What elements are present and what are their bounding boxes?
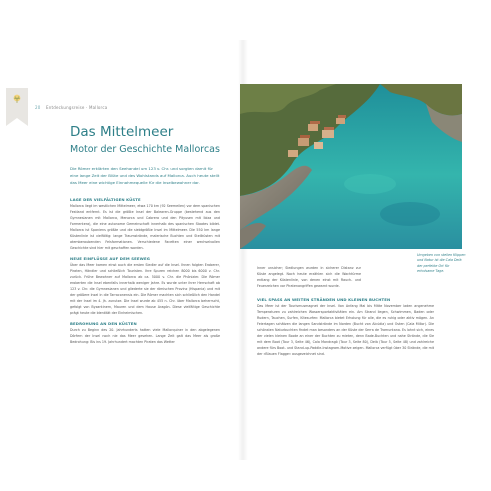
palm-tree-icon	[11, 94, 23, 104]
chapter-marker	[6, 88, 28, 118]
section-heading: LAGE DER VIELFÄLTIGEN KÜSTE	[70, 197, 141, 202]
section-heading: VIEL SPASS AN WEITEN STRÄNDEN UND KLEINEN BUCHTEN	[257, 297, 391, 302]
photo-caption: Umgeben von steilen Klippen und Natur ist die Cala Deià der perfekte Ort für erholsame Tage.	[417, 253, 466, 274]
page-title: Das Mittelmeer	[70, 124, 174, 140]
text-column-right-top	[257, 265, 361, 289]
running-head	[35, 105, 107, 110]
lead-paragraph: Die Römer erklärten den Seehandel um 123 v. Chr. und sorgten damit für eine lange Zeit der Blüte und des Wohlstands auf Mallorca. Auch heute stellt das Meer eine wichtige Einnahmequelle für die Inselbewohner dar.	[70, 166, 220, 185]
page-number: 20	[35, 105, 41, 110]
page-subtitle: Motor der Geschichte Mallorcas	[70, 144, 220, 155]
section-text: Mallorca liegt im westlichen Mittelmeer, etwa 170 km (92 Seemeilen) vor dem spanischen Festland entfernt. Es ist die größte Insel der Balearen-Gruppe (bestehend aus den Gymnesianen mit Mallorca, Menorca und Cabrera und den Pityusen mit Ibiza und Formentera), die eine autonome Gemeinschaft innerhalb des spanischen Staates bildet. Mallorca ist Spaniens größte und die siebtgrößte Insel im Mittelmeer. Die 550 km lange Küstenlinie ist vielfältig: lange Traumstrände, malerische Buchten und Steilküsten mit atemberaubenden Felsformationen. Verschiedene Facetten einer wechselvollen Geschichte sind hier mit geschaffen worden.	[70, 204, 220, 250]
coast-photo	[240, 84, 462, 249]
section-heading: BEDROHUNG AN DEN KÜSTEN	[70, 321, 137, 326]
continued-text: Inner unsicher; Siedlungen wurden in sicherer Distanz zur Küste angelegt. Noch heute erzählen sich die Wachtürme entlang der Küstenlinie, von denen einst mit Rauch- und Feuerzeichen vor Piratenangriffen gewarnt wurde.	[257, 266, 361, 288]
text-column-left	[70, 197, 220, 345]
running-head-text: Entdeckungsreise · Mallorca	[45, 105, 108, 110]
section-heading: NEUE EINFLÜSSE AUF DEM SEEWEG	[70, 256, 150, 261]
section-text: Über das Meer kamen einst auch die ersten Siedler auf die Insel. Ihnen folgten Eroberer, Piraten, Händler und schließlich Touristen. Ihre Spuren reichen 8000 bis 6000 v. Chr. zurück. Frühe Bewohner auf Mallorca ab ca. 5000 v. Chr. die Phönizier. Die Römer eroberten die Insel ebenfalls innerhalb weniger Jahre. Es wurde unter ihrer Herrschaft ab 123 v. Chr. die Gymnesianen und gliederte sie der römischen Provinz (Hispania) und mit der größere Insel in die Tarraconensis ein. Die Römer machten sich schließlich den Handel mit der Insel im 4. Jh. zunutze. Die Insel wurde ab 455 n. Chr. über Mallorca beherrscht, gefolgt von Byzantinern, Mauren und dem Hause Aragón. Diese vielfältige Geschichte prägt heute die Identität der Einheimischen.	[70, 263, 220, 315]
section-text: Das Meer ist der Tourismusmagnet der Insel. Von Anfang Mai bis Mitte November laden angenehme Temperaturen zu zahlreichen Wassersportaktivitäten ein. Am Strand liegen, Schwimmen, Baden oder Rudern, Tauchen, Surfen, Kitesurfen: Mallorca bietet Erholung für alle, die es ruhig oder aktiv mögen. An Feiertagen schätzen die langen Sandstrände im Norden (Bucht von Alcúdia) und Osten (Cala Millor). Die schönsten Naturbuchten findet man besonders an der Küste der Serra de Tramuntana. Es lohnt sich, eines der vielen kleinen Boote an einer der Buchten zu mieten, denn Bade-Buchten und nahe Strände, die Sie mit dem Boot (Tour 3, Seite 46), Cala Mondragó (Tour 3, Seite 80), Deià (Tour 5, Seite 48) und zahlreiche andere fürs Boot- und Stand-up-Paddle-Instagram-Motive zeigen. Mallorca verfügt über 30 Strände, die mit der »Blauen Flagge« ausgezeichnet sind.	[257, 304, 434, 356]
section-text: Durch zu Beginn des 20. Jahrhunderts hatten viele Mallorquiner in den abgelegenen Dörfern der Insel noch nie das Meer gesehen. Lange Zeit galt das Meer als große Bedrohung: Bis ins 19. Jahrhundert machten Piraten das Wetter	[70, 328, 220, 344]
cala-deia-image	[240, 84, 462, 249]
text-column-right	[257, 297, 434, 357]
